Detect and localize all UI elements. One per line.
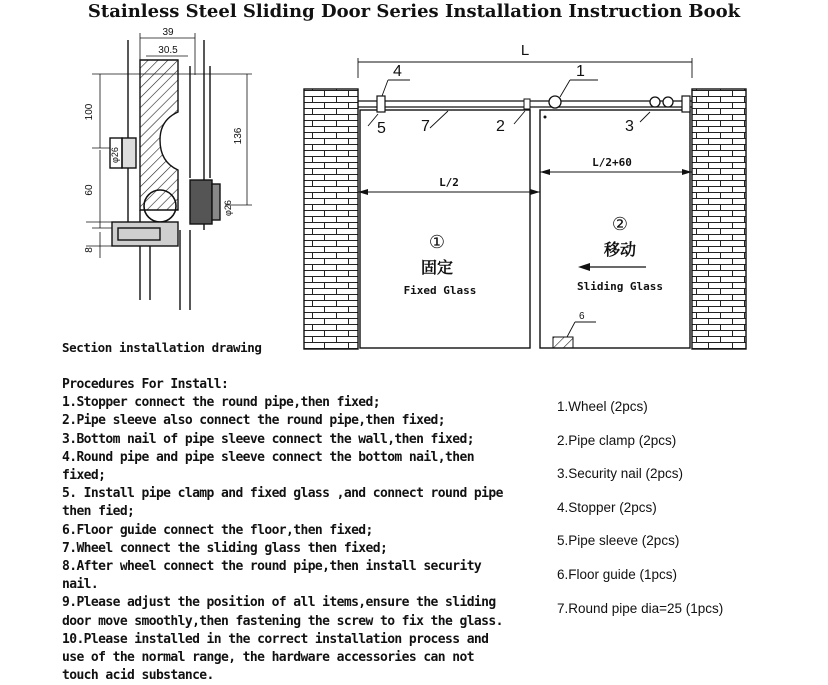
- callout-5: 5: [377, 120, 386, 137]
- part-item: 3.Security nail (2pcs): [557, 466, 684, 482]
- procedure-line: 3.Bottom nail of pipe sleeve connect the wall,then fixed;: [62, 431, 474, 447]
- left-brick-wall: [304, 89, 358, 349]
- fixed-glass-panel: [360, 110, 530, 348]
- part-item: 4.Stopper (2pcs): [557, 499, 657, 515]
- dim-phi26-left: φ26: [110, 147, 120, 163]
- procedure-line: use of the normal range, the hardware accessories can not: [62, 650, 474, 666]
- callout-2: 2: [496, 118, 505, 135]
- fixed-panel-number: ①: [428, 232, 446, 252]
- dim-30-5: 30.5: [158, 45, 178, 56]
- callout-4: 4: [393, 63, 402, 80]
- part-item: 7.Round pipe dia=25 (1pcs): [557, 600, 724, 616]
- procedure-line: 1.Stopper connect the round pipe,then fixed;: [62, 395, 380, 411]
- procedure-line: 6.Floor guide connect the floor,then fixed;: [62, 522, 373, 538]
- slide-direction-arrow-icon: [578, 263, 590, 271]
- dim-phi26-right: φ26: [223, 200, 233, 216]
- dim-60: 60: [84, 184, 95, 196]
- dim-8: 8: [84, 247, 95, 253]
- procedure-line: 9.Please adjust the position of all items,ensure the sliding: [62, 595, 496, 611]
- section-drawing: [84, 27, 252, 310]
- callout-1: 1: [576, 63, 585, 80]
- page-title: Stainless Steel Sliding Door Series Installation Instruction Book: [87, 1, 741, 22]
- procedure-line: fixed;: [62, 468, 106, 484]
- sliding-panel-chinese: 移动: [603, 240, 637, 259]
- dim-100: 100: [84, 103, 95, 121]
- part-item: 1.Wheel (2pcs): [557, 399, 648, 414]
- callout-7: 7: [421, 118, 430, 135]
- parts-list: [557, 395, 817, 630]
- sliding-panel-label: Sliding Glass: [576, 280, 664, 293]
- procedure-line: door move smoothly,then fastening the screw to fix the glass.: [62, 613, 503, 629]
- procedure-line: touch acid substance.: [62, 668, 214, 684]
- procedure-line: 5. Install pipe clamp and fixed glass ,and connect round pipe: [62, 486, 503, 502]
- procedure-line: 4.Round pipe and pipe sleeve connect the bottom nail,then: [62, 449, 474, 465]
- dim-39: 39: [162, 27, 174, 38]
- procedure-line: 7.Wheel connect the sliding glass then fixed;: [62, 540, 388, 556]
- fixed-panel-chinese: 固定: [420, 258, 454, 277]
- sliding-panel-number: ②: [611, 214, 629, 234]
- procedures-heading: Procedures For Install:: [62, 377, 229, 392]
- procedure-line: 10.Please installed in the correct installation process and: [62, 631, 489, 647]
- right-brick-wall: [692, 89, 746, 349]
- callout-3: 3: [625, 118, 634, 135]
- procedure-line: 2.Pipe sleeve also connect the round pipe,then fixed;: [62, 413, 446, 429]
- procedure-line: 8.After wheel connect the round pipe,then install security: [62, 559, 482, 575]
- procedures-list: [62, 376, 537, 685]
- part-item: 5.Pipe sleeve (2pcs): [557, 533, 680, 549]
- procedure-line: then fied;: [62, 504, 135, 520]
- dim-136: 136: [233, 127, 244, 145]
- length-label: L: [520, 42, 530, 59]
- procedure-line: nail.: [62, 577, 99, 593]
- part-item: 6.Floor guide (1pcs): [557, 566, 678, 582]
- fixed-panel-label: Fixed Glass: [403, 284, 477, 297]
- callout-6: 6: [579, 311, 585, 322]
- half-length-label: L/2: [439, 176, 459, 189]
- front-drawing: [304, 42, 746, 349]
- part-item: 2.Pipe clamp (2pcs): [557, 432, 677, 448]
- sliding-length-label: L/2+60: [592, 156, 632, 169]
- section-drawing-caption: Section installation drawing: [62, 340, 262, 355]
